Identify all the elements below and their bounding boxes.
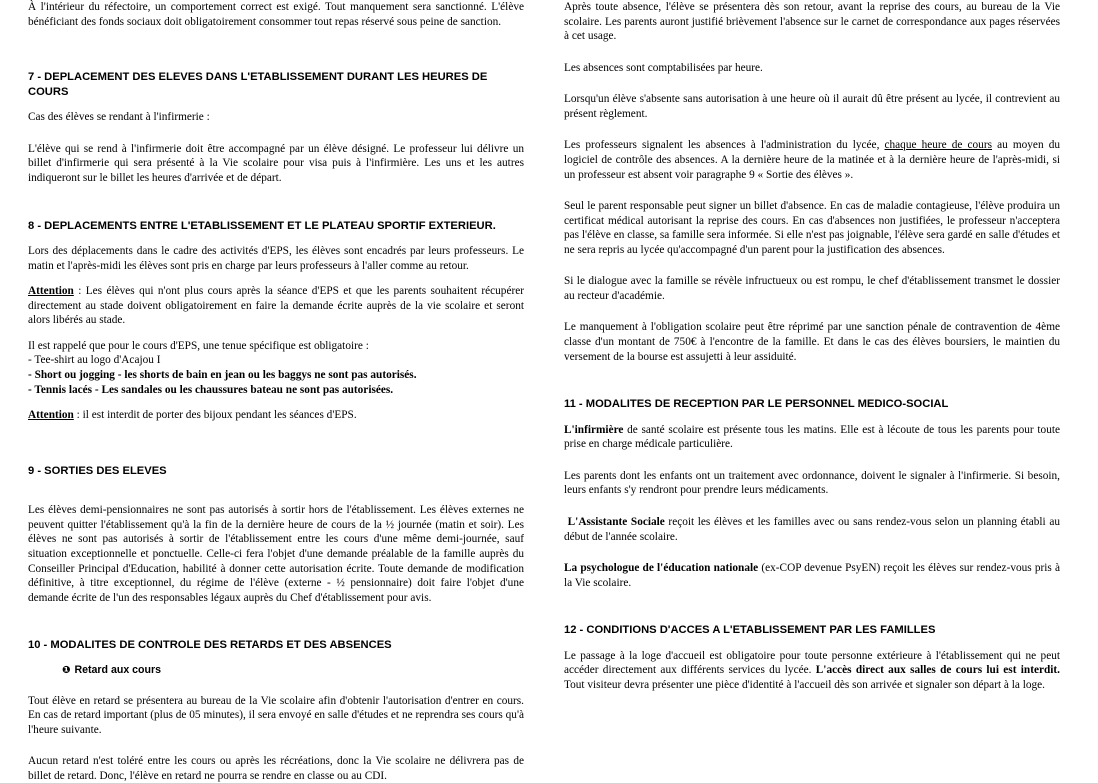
right-column xyxy=(564,0,1061,691)
list-item: - Short ou jogging - les shorts de bain en jean ou les baggys ne sont pas autorisés. xyxy=(28,369,417,381)
spacer xyxy=(564,375,1060,381)
attention-label-2: Attention xyxy=(28,409,74,422)
infirmiere-label: L'infirmière xyxy=(564,423,624,436)
section-10-paragraph-1: Tout élève en retard se présentera au bureau de la Vie scolaire afin d'obtenir l'autorisation d'entrer en cours. En cas de retard important (plus de 05 minutes), il sera envoyé en salle d'études et ne reprendra ses cours qu'à l'heure suivante. xyxy=(28,694,524,736)
list-item: - Tennis lacés - Les sandales ou les chaussures bateau ne sont pas autorisées. xyxy=(28,383,394,396)
section-11-heading: 11 - MODALITES DE RECEPTION PAR LE PERSONNEL MEDICO-SOCIAL xyxy=(564,398,949,411)
section-11-paragraph-2: Les parents dont les enfants ont un traitement avec ordonnance, doivent le signaler à l'infirmerie. Si besoin, leurs enfants s'y rendront pour prendre leurs médicaments. xyxy=(564,469,1060,497)
section-10-heading: 10 - MODALITES DE CONTROLE DES RETARDS ET DES ABSENCES xyxy=(28,639,392,652)
section-8-attention-1 xyxy=(28,284,524,328)
spacer xyxy=(28,434,524,448)
section-11-paragraph-4 xyxy=(564,561,1060,590)
section-10-subheading xyxy=(62,664,524,678)
s12-part-b: Tout visiteur devra présenter une pièce d'identité à l'accueil dès son arrivée et signaler son départ à la loge. xyxy=(564,678,1046,691)
two-column-layout xyxy=(28,0,1070,782)
p7-superscript: 4ème xyxy=(1035,321,1060,334)
section-9-heading: 9 - SORTIES DES ELEVES xyxy=(28,464,167,477)
p4-part-b: au moyen du logiciel de contrôle des absences. A la dernière heure de la matinée et à la dernière heure de l'après-midi, si un professeur est absent voir paragraphe 9 « Sortie des élèves ». xyxy=(564,139,1060,181)
assistante-sociale-text: reçoit les élèves et les familles avec ou sans rendez-vous selon un planning établi au début de l'année scolaire. xyxy=(564,515,1060,543)
eps-outfit-list xyxy=(28,353,524,397)
section-8-paragraph-3: Il est rappelé que pour le cours d'EPS, une tenue spécifique est obligatoire : xyxy=(28,339,369,352)
section-7-heading: 7 - DEPLACEMENT DES ELEVES DANS L'ETABLISSEMENT DURANT LES HEURES DE COURS xyxy=(28,71,488,98)
attention-text-2: : il est interdit de porter des bijoux pendant les séances d'EPS. xyxy=(73,409,357,422)
spacer xyxy=(28,197,524,203)
p4-underlined: chaque heure de cours xyxy=(884,139,992,152)
right-paragraph-5: Seul le parent responsable peut signer un billet d'absence. En cas de maladie contagieuse, l'élève produira un certificat médical autorisant la reprise des cours. En cas d'absences non justifiées, le professeur n'acceptera pas l'élève en classe, sa famille sera informée. Si elle n'est pas joignable, l'élève sera gardé en salle d'études et ne sera repris au lycée qu'accompagné d'un parent pour la justification des absences. xyxy=(564,200,1060,256)
spacer xyxy=(564,601,1060,607)
p7-part-b: classe d'un montant de 750€ à l'encontre de la famille. Et dans le cas des élèves boursiers, le maintien du versement de la bourse est assujetti à leur assiduité. xyxy=(564,336,1060,363)
right-paragraph-4 xyxy=(564,138,1060,182)
section-8-attention-2 xyxy=(28,408,524,423)
right-paragraph-1: Après toute absence, l'élève se présentera dès son retour, avant la reprise des cours, au bureau de la Vie scolaire. Les parents auront justifié brièvement l'absence sur le carnet de correspondance aux pages réservées à cet usage. xyxy=(564,1,1060,43)
attention-label-1: Attention xyxy=(28,285,74,298)
section-11-paragraph-1 xyxy=(564,423,1060,452)
spacer xyxy=(28,489,524,503)
psychologue-text: (ex-COP devenue PsyEN) reçoit les élèves sur rendez-vous pris à la Vie scolaire. xyxy=(564,562,1061,589)
attention-text-1: : Les élèves qui n'ont plus cours après la séance d'EPS et que les parents souhaitent récupérer directement au stade doivent obligatoirement en faire la demande écrite auprès de la vie scolaire et seront alors libérés au stade. xyxy=(28,285,524,327)
p7-part-a: Le manquement à l'obligation scolaire peut être réprimé par une sanction pénale de contravention de xyxy=(564,321,1036,334)
numbered-bullet-icon: ❶ xyxy=(62,664,71,676)
section-10-paragraph-2: Aucun retard n'est toléré entre les cours ou après les récréations, donc la Vie scolaire ne délivrera pas de billet de retard. Donc, l'élève en retard ne pourra se rendre en classe ou au CDI. xyxy=(28,755,524,782)
section-9-paragraph-1: Les élèves demi-pensionnaires ne sont pas autorisés à sortir hors de l'établissement. Les élèves externes ne peuvent quitter l'établissement qu'à la fin de la dernière heure de cours de la ½ journée (matin et soir). Les élèves ne sont pas autorisés à sortir de l'établissement entre les cours d'une même demi-journée, sauf situation exceptionnelle et ponctuelle. Celle-ci fera l'objet d'une demande préalable de la famille auprès du Conseiller Principal d'Education, habilité à donner cette autorisation écrite. Toute demande de modification définitive, à titre exceptionnel, du régime de l'élève (externe - ½ pensionnaire) doit faire l'objet d'une demande écrite de l'un des responsables légaux auprès du Chef d'établissement pour avis. xyxy=(28,504,524,604)
intro-paragraph: À l'intérieur du réfectoire, un comportement correct est exigé. Tout manquement sera sanctionné. L'élève bénéficiant des fonds sociaux doit obligatoirement consommer tout repas réservé sous peine de sanction. xyxy=(28,1,524,28)
section-8-heading: 8 - DEPLACEMENTS ENTRE L'ETABLISSEMENT ET LE PLATEAU SPORTIF EXTERIEUR. xyxy=(28,219,496,232)
right-paragraph-2: Les absences sont comptabilisées par heure. xyxy=(564,61,763,74)
assistante-sociale-label: L'Assistante Sociale xyxy=(567,515,665,528)
right-paragraph-7 xyxy=(564,320,1060,364)
s12-bold: L'accès direct aux salles de cours lui est interdit. xyxy=(815,664,1061,677)
section-11-paragraph-3 xyxy=(564,515,1060,544)
subheading-label: Retard aux cours xyxy=(74,663,162,676)
section-8-paragraph-1: Lors des déplacements dans le cadre des activités d'EPS, les élèves sont encadrés par leurs professeurs. Le matin et l'après-midi les élèves sont pris en charge par leurs professeurs à l'aller comme au retour. xyxy=(28,245,524,272)
left-column xyxy=(28,0,524,782)
list-item: - Tee-shirt au logo d'Acajou I xyxy=(28,354,161,367)
section-7-paragraph-2: L'élève qui se rend à l'infirmerie doit être accompagné par un élève désigné. Le professeur lui délivre un billet d'infirmerie qui sera présenté à la Vie scolaire pour visa puis à l'infirmière. Les uns et les autres indiqueront sur le billet les heures d'arrivée et de départ. xyxy=(28,142,524,184)
right-paragraph-6: Si le dialogue avec la famille se révèle infructueux ou est rompu, le chef d'établissement transmet le dossier au recteur d'académie. xyxy=(564,275,1060,302)
spacer xyxy=(28,40,524,54)
p4-part-a: Les professeurs signalent les absences à l'administration du lycée, xyxy=(564,139,885,152)
section-12-heading: 12 - CONDITIONS D'ACCES A L'ETABLISSEMENT PAR LES FAMILLES xyxy=(564,624,936,637)
right-paragraph-3: Lorsqu'un élève s'absente sans autorisation à une heure où il aurait dû être présent au lycée, il contrevient au présent règlement. xyxy=(564,93,1060,120)
infirmiere-text: de santé scolaire est présente tous les matins. Elle est à lécoute de tous les parents pour toute prise en charge médicale particulière. xyxy=(564,423,1060,451)
section-7-paragraph-1: Cas des élèves se rendant à l'infirmerie : xyxy=(28,111,210,124)
psychologue-label: La psychologue de l'éducation nationale xyxy=(564,562,759,575)
section-12-paragraph-1 xyxy=(564,649,1060,693)
spacer xyxy=(28,616,524,622)
s12-part-a: Le passage à la loge d'accueil est obligatoire pour toute personne extérieure à l'établissement qui ne peut accéder directement aux différents services du lycée. xyxy=(564,649,1060,677)
